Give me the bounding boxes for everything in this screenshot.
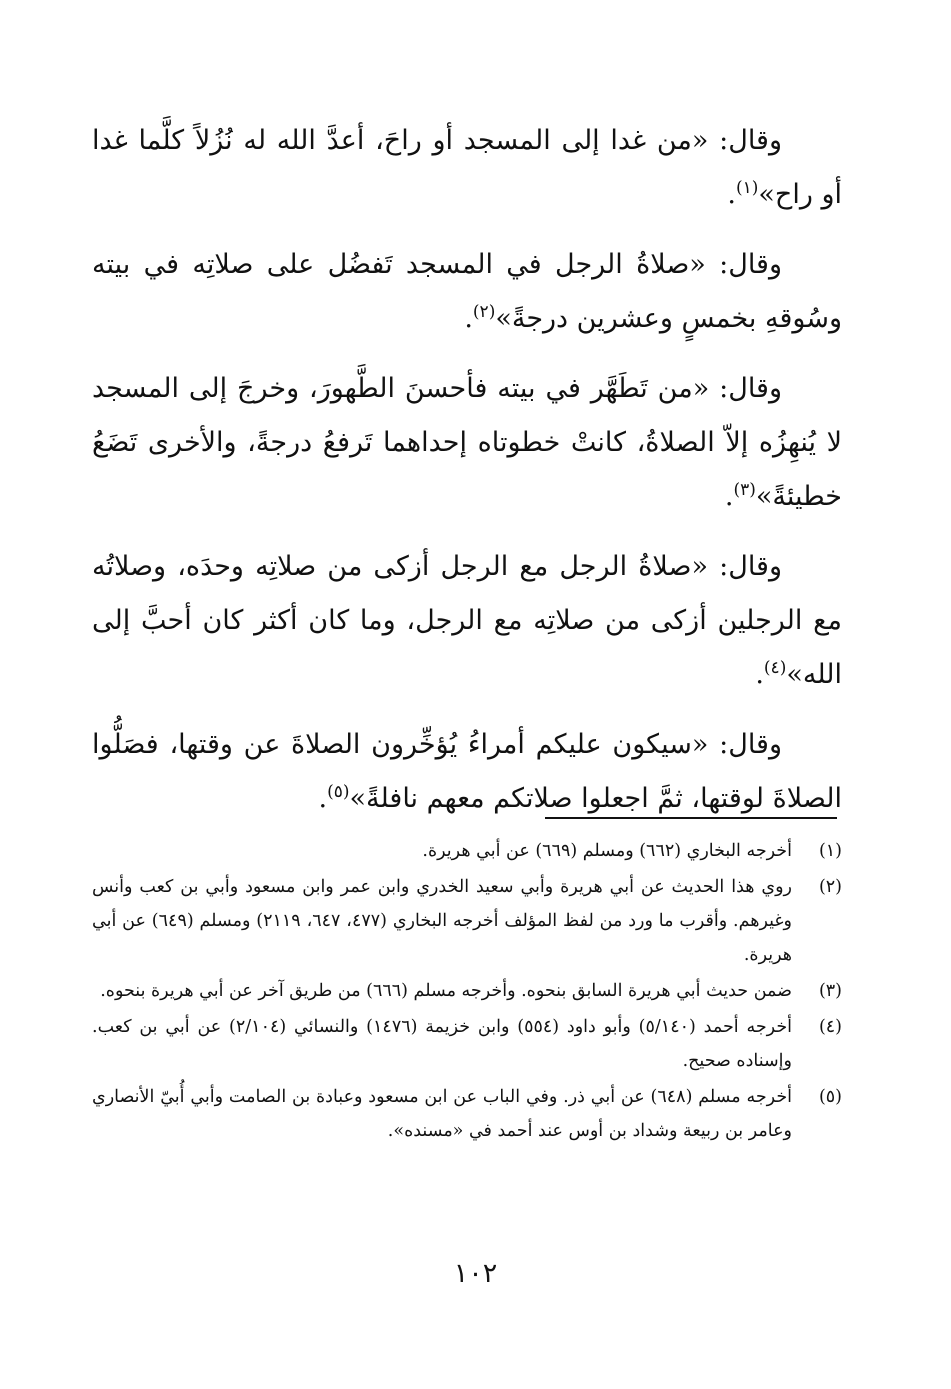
footnote-text: أخرجه البخاري (٦٦٢) ومسلم (٦٦٩) عن أبي هريرة. <box>422 841 792 861</box>
footnote-text: روي هذا الحديث عن أبي هريرة وأبي سعيد الخدري وابن عمر وابن مسعود وأبي بن كعب وأنس وغيرهم. وأقرب ما ورد من لفظ المؤلف أخرجه البخاري (٤٧٧، ٦٤٧، ٢١١٩) ومسلم (٦٤٩) عن أبي هريرة. <box>92 877 792 965</box>
paragraph-3 <box>92 362 842 524</box>
footnote-text: ضمن حديث أبي هريرة السابق بنحوه. وأخرجه مسلم (٦٦٦) من طريق آخر عن أبي هريرة بنحوه. <box>100 981 792 1001</box>
main-text <box>92 114 842 842</box>
footnote-number: (٤) <box>818 1017 842 1037</box>
paragraph-tail: . <box>464 303 473 334</box>
footnote-ref-4: (٤) <box>763 658 787 678</box>
footnote-4 <box>92 1010 842 1078</box>
paragraph-text: وقال: «من غدا إلى المسجد أو راحَ، أعدَّ الله له نُزُلاً كلَّما غدا أو راح» <box>92 125 842 210</box>
paragraph-tail: . <box>755 659 764 690</box>
footnote-number: (٢) <box>818 877 842 897</box>
footnote-text: أخرجه أحمد (٥/١٤٠) وأبو داود (٥٥٤) وابن خزيمة (١٤٧٦) والنسائي (٢/١٠٤) عن أبي بن كعب. وإسناده صحيح. <box>92 1017 792 1071</box>
paragraph-text: وقال: «من تَطَهَّر في بيته فأحسنَ الطَّهورَ، وخرجَ إلى المسجد لا يُنهِزُه إلاّ الصلاةُ، كانتْ خطوتاه إحداهما تَرفعُ درجةً، والأخرى تَضَعُ خطيئةً» <box>92 373 842 512</box>
paragraph-text: وقال: «صلاةُ الرجل مع الرجل أزكى من صلاتِه وحدَه، وصلاتُه مع الرجلين أزكى من صلاتِه مع الرجل، وما كان أكثر كان أحبَّ إلى الله» <box>92 551 842 690</box>
paragraph-tail: . <box>727 179 736 210</box>
paragraph-2 <box>92 238 842 346</box>
footnote-number: (٥) <box>818 1087 842 1107</box>
footnotes <box>92 834 842 1150</box>
paragraph-text: وقال: «صلاةُ الرجل في المسجد تَفضُل على صلاتِه في بيته وسُوقهِ بخمسٍ وعشرين درجةً» <box>92 249 842 334</box>
paragraph-5 <box>92 718 842 826</box>
paragraph-text: وقال: «سيكون عليكم أمراءُ يُؤخِّرون الصلاةَ عن وقتها، فصَلُّوا الصلاةَ لوقتها، ثمَّ اجعلوا صلاتكم معهم نافلةً» <box>92 729 842 814</box>
footnote-separator <box>545 817 837 819</box>
footnote-ref-1: (١) <box>735 178 759 198</box>
footnote-3 <box>92 974 842 1008</box>
paragraph-tail: . <box>318 783 328 814</box>
footnote-number: (٣) <box>818 981 842 1001</box>
paragraph-1 <box>92 114 842 222</box>
footnote-ref-2: (٢) <box>472 302 496 322</box>
footnote-ref-5: (٥) <box>327 782 350 802</box>
footnote-2 <box>92 870 842 972</box>
footnote-ref-3: (٣) <box>733 480 756 500</box>
paragraph-4 <box>92 540 842 702</box>
paragraph-tail: . <box>724 481 734 512</box>
page-number: ١٠٢ <box>453 1258 498 1289</box>
footnote-5 <box>92 1080 842 1148</box>
footnote-1 <box>92 834 842 868</box>
footnote-number: (١) <box>818 841 842 861</box>
footnote-text: أخرجه مسلم (٦٤٨) عن أبي ذر. وفي الباب عن ابن مسعود وعبادة بن الصامت وأبي أُبيّ الأنصاري وعامر بن ربيعة وشداد بن أوس عند أحمد في «مسنده». <box>92 1087 792 1141</box>
